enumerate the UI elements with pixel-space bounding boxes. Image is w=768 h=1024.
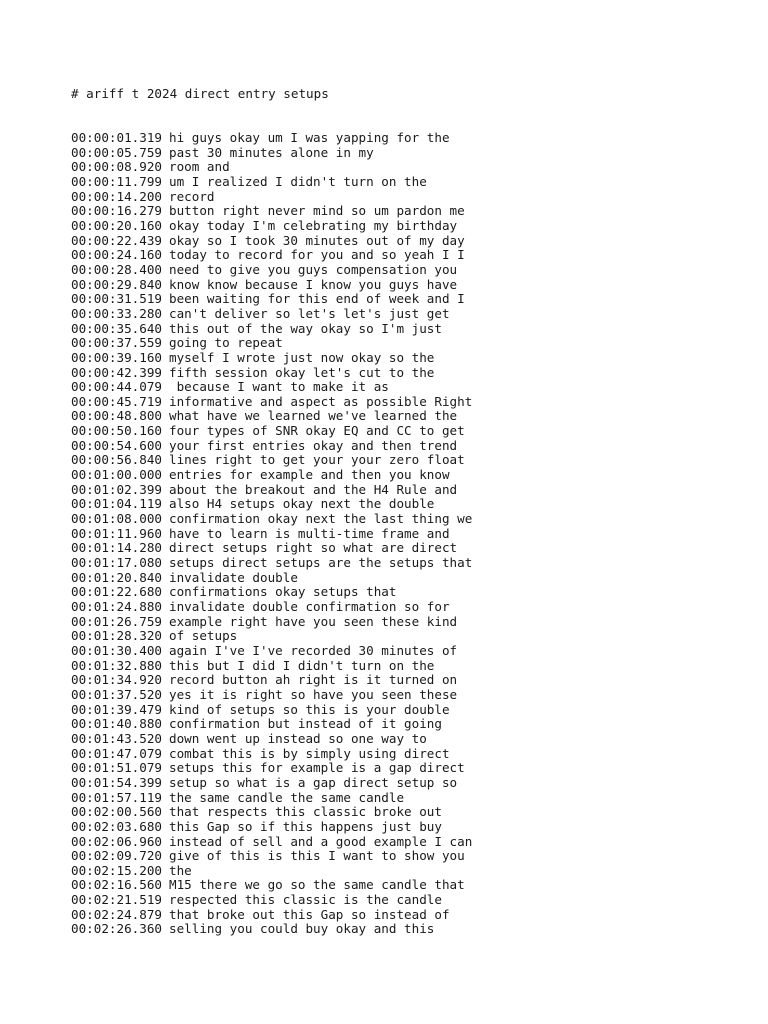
timestamp: 00:01:57.119 (71, 789, 162, 805)
transcript-line (71, 673, 472, 688)
timestamp: 00:00:05.759 (71, 144, 162, 160)
timestamp: 00:02:00.560 (71, 804, 162, 820)
transcript-line (71, 204, 472, 219)
caption-text: today to record for you and so yeah I I (169, 247, 465, 263)
timestamp: 00:01:47.079 (71, 745, 162, 761)
timestamp: 00:01:43.520 (71, 730, 162, 746)
caption-text: going to repeat (169, 335, 283, 351)
transcript-line (71, 747, 472, 762)
caption-text: hi guys okay um I was yapping for the (169, 130, 450, 145)
timestamp: 00:01:37.520 (71, 686, 162, 702)
caption-text: fifth session okay let's cut to the (169, 364, 435, 380)
transcript-line (71, 659, 472, 674)
caption-text: four types of SNR okay EQ and CC to get (169, 423, 465, 439)
timestamp: 00:00:37.559 (71, 335, 162, 351)
caption-text: this but I did I didn't turn on the (169, 657, 435, 673)
caption-text: entries for example and then you know (169, 467, 450, 483)
document-page (71, 86, 751, 937)
timestamp: 00:01:26.759 (71, 613, 162, 629)
timestamp: 00:00:22.439 (71, 232, 162, 248)
caption-text: myself I wrote just now okay so the (169, 349, 435, 365)
transcript-line (71, 497, 472, 512)
transcript-line (71, 585, 472, 600)
transcript-line (71, 615, 472, 630)
transcript-line (71, 146, 472, 161)
caption-text: because I want to make it as (169, 379, 389, 395)
timestamp: 00:02:16.560 (71, 877, 162, 893)
timestamp: 00:00:45.719 (71, 393, 162, 409)
timestamp: 00:00:14.200 (71, 188, 162, 204)
transcript-line (71, 307, 472, 322)
timestamp: 00:00:33.280 (71, 305, 162, 321)
timestamp: 00:01:24.880 (71, 599, 162, 614)
caption-text: um I realized I didn't turn on the (169, 173, 427, 189)
transcript-line (71, 835, 472, 850)
document-title: # ariff t 2024 direct entry setups (71, 86, 329, 101)
caption-text: this out of the way okay so I'm just (169, 320, 442, 336)
caption-text: button right never mind so um pardon me (169, 203, 465, 219)
caption-text: instead of sell and a good example I can (169, 833, 473, 849)
transcript-line (71, 160, 472, 175)
caption-text: confirmation okay next the last thing we (169, 511, 473, 527)
timestamp: 00:01:14.280 (71, 540, 162, 556)
transcript-line (71, 761, 472, 776)
timestamp: 00:01:11.960 (71, 525, 162, 541)
caption-text: what have we learned we've learned the (169, 408, 458, 424)
timestamp: 00:01:30.400 (71, 642, 162, 658)
transcript-line (71, 571, 472, 586)
transcript-line (71, 453, 472, 468)
transcript-line (71, 175, 472, 190)
transcript-line (71, 805, 472, 820)
caption-text: combat this is by simply using direct (169, 745, 450, 761)
caption-text: need to give you guys compensation you (169, 261, 458, 277)
caption-text: give of this is this I want to show you (169, 848, 465, 864)
transcript-line (71, 556, 472, 571)
timestamp: 00:01:20.840 (71, 569, 162, 585)
transcript-line (71, 234, 472, 249)
transcript-line (71, 483, 472, 498)
timestamp: 00:00:44.079 (71, 379, 162, 395)
timestamp: 00:00:16.279 (71, 203, 162, 219)
transcript-line (71, 629, 472, 644)
timestamp: 00:01:22.680 (71, 584, 162, 600)
transcript-line (71, 878, 472, 893)
transcript-line (71, 190, 472, 205)
caption-text: can't deliver so let's let's just get (169, 305, 450, 321)
transcript-line (71, 131, 472, 146)
timestamp: 00:00:20.160 (71, 217, 162, 233)
transcript-line (71, 292, 472, 307)
transcript-line (71, 600, 472, 615)
transcript-line (71, 922, 472, 937)
caption-text: record (169, 188, 215, 204)
timestamp: 00:01:40.880 (71, 716, 162, 732)
timestamp: 00:00:08.920 (71, 159, 162, 175)
caption-text: room and (169, 159, 230, 175)
transcript-list (71, 131, 472, 937)
caption-text: again I've I've recorded 30 minutes of (169, 642, 458, 658)
caption-text: kind of setups so this is your double (169, 701, 450, 717)
caption-text: selling you could buy okay and this (169, 921, 435, 937)
timestamp: 00:01:17.080 (71, 555, 162, 571)
transcript-line (71, 278, 472, 293)
caption-text: record button ah right is it turned on (169, 672, 458, 688)
transcript-line (71, 644, 472, 659)
timestamp: 00:01:00.000 (71, 467, 162, 483)
caption-text: the (169, 862, 192, 878)
timestamp: 00:00:29.840 (71, 276, 162, 292)
caption-text: yes it is right so have you seen these (169, 686, 458, 702)
transcript-line (71, 248, 472, 263)
caption-text: that broke out this Gap so instead of (169, 906, 450, 922)
caption-text: past 30 minutes alone in my (169, 144, 374, 160)
timestamp: 00:01:32.880 (71, 657, 162, 673)
caption-text: lines right to get your your zero float (169, 452, 465, 468)
timestamp: 00:00:42.399 (71, 364, 162, 380)
caption-text: okay so I took 30 minutes out of my day (169, 232, 465, 248)
caption-text: direct setups right so what are direct (169, 540, 458, 556)
transcript-line (71, 776, 472, 791)
timestamp: 00:00:54.600 (71, 437, 162, 453)
caption-text: know know because I know you guys have (169, 276, 458, 292)
caption-text: down went up instead so one way to (169, 730, 427, 746)
transcript-line (71, 717, 472, 732)
caption-text: also H4 setups okay next the double (169, 496, 435, 512)
timestamp: 00:02:15.200 (71, 862, 162, 878)
timestamp: 00:00:39.160 (71, 349, 162, 365)
timestamp: 00:00:24.160 (71, 247, 162, 263)
caption-text: the same candle the same candle (169, 789, 405, 805)
caption-text: setups direct setups are the setups that (169, 555, 473, 571)
caption-text: okay today I'm celebrating my birthday (169, 217, 458, 233)
transcript-line (71, 468, 472, 483)
timestamp: 00:02:21.519 (71, 892, 162, 908)
caption-text: invalidate double confirmation so for (169, 599, 450, 614)
timestamp: 00:02:09.720 (71, 848, 162, 864)
caption-text: have to learn is multi-time frame and (169, 525, 450, 541)
timestamp: 00:00:50.160 (71, 423, 162, 439)
transcript-line (71, 380, 472, 395)
timestamp: 00:01:54.399 (71, 774, 162, 790)
transcript-line (71, 791, 472, 806)
caption-text: setup so what is a gap direct setup so (169, 774, 458, 790)
timestamp: 00:00:48.800 (71, 408, 162, 424)
caption-text: that respects this classic broke out (169, 804, 442, 820)
timestamp: 00:01:39.479 (71, 701, 162, 717)
transcript-line (71, 322, 472, 337)
caption-text: setups this for example is a gap direct (169, 760, 465, 776)
transcript-line (71, 541, 472, 556)
timestamp: 00:01:51.079 (71, 760, 162, 776)
transcript-line (71, 366, 472, 381)
caption-text: respected this classic is the candle (169, 892, 442, 908)
timestamp: 00:00:11.799 (71, 173, 162, 189)
transcript-line (71, 219, 472, 234)
transcript-line (71, 512, 472, 527)
timestamp: 00:00:31.519 (71, 291, 162, 307)
transcript-line (71, 336, 472, 351)
timestamp: 00:01:08.000 (71, 511, 162, 527)
timestamp: 00:02:03.680 (71, 818, 162, 834)
caption-text: M15 there we go so the same candle that (169, 877, 465, 893)
transcript-line (71, 864, 472, 879)
transcript-line (71, 351, 472, 366)
timestamp: 00:01:04.119 (71, 496, 162, 512)
transcript-line (71, 849, 472, 864)
caption-text: this Gap so if this happens just buy (169, 818, 442, 834)
transcript-line (71, 439, 472, 454)
timestamp: 00:01:02.399 (71, 481, 162, 497)
timestamp: 00:00:28.400 (71, 261, 162, 277)
timestamp: 00:02:06.960 (71, 833, 162, 849)
caption-text: confirmation but instead of it going (169, 716, 442, 732)
caption-text: of setups (169, 628, 238, 644)
transcript-line (71, 820, 472, 835)
timestamp: 00:02:26.360 (71, 921, 162, 937)
transcript-line (71, 409, 472, 424)
transcript-line (71, 263, 472, 278)
timestamp: 00:00:56.840 (71, 452, 162, 468)
timestamp: 00:01:34.920 (71, 672, 162, 688)
transcript-line (71, 527, 472, 542)
caption-text: invalidate double (169, 569, 298, 585)
timestamp: 00:00:01.319 (71, 130, 162, 145)
transcript-line (71, 908, 472, 923)
caption-text: about the breakout and the H4 Rule and (169, 481, 458, 497)
caption-text: example right have you seen these kind (169, 613, 458, 629)
timestamp: 00:00:35.640 (71, 320, 162, 336)
caption-text: confirmations okay setups that (169, 584, 397, 600)
caption-text: been waiting for this end of week and I (169, 291, 465, 307)
transcript-line (71, 395, 472, 410)
caption-text: your first entries okay and then trend (169, 437, 458, 453)
transcript-line (71, 893, 472, 908)
transcript-line (71, 703, 472, 718)
caption-text: informative and aspect as possible Right (169, 393, 473, 409)
transcript-line (71, 688, 472, 703)
timestamp: 00:02:24.879 (71, 906, 162, 922)
timestamp: 00:01:28.320 (71, 628, 162, 644)
transcript-line (71, 732, 472, 747)
transcript-line (71, 424, 472, 439)
